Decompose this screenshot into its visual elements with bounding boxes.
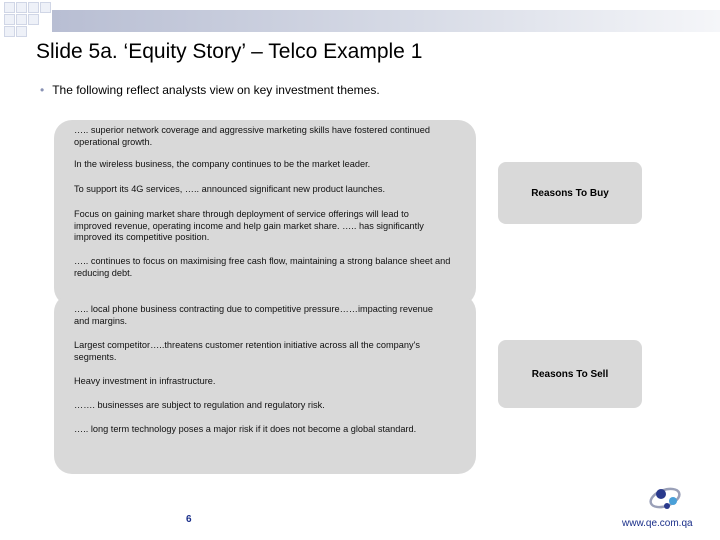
- sell-item: Largest competitor…..threatens customer retention initiative across all the company's segments.: [74, 340, 420, 362]
- sell-item: ….. long term technology poses a major risk if it does not become a global standard.: [74, 424, 417, 434]
- sell-item: Heavy investment in infrastructure.: [74, 376, 216, 386]
- sell-item: ……. businesses are subject to regulation and regulatory risk.: [74, 400, 325, 410]
- reasons-to-buy-label: Reasons To Buy: [498, 162, 642, 224]
- website-link[interactable]: www.qe.com.qa: [622, 518, 693, 529]
- sell-item: ….. local phone business contracting due to competitive pressure……impacting revenue and margins.: [74, 304, 434, 326]
- reasons-to-buy-panel: [54, 120, 476, 306]
- buy-item: ….. continues to focus on maximising free cash flow, maintaining a strong balance sheet and reducing debt.: [74, 256, 451, 278]
- header-gradient-bar: [52, 10, 720, 32]
- bullet-icon: •: [40, 83, 45, 97]
- buy-item: Focus on gaining market share through deployment of service offerings will lead to improved revenue, operating income and help gain market share. ….. has significantly improved its competitive position.: [74, 209, 424, 242]
- reasons-to-sell-panel: [54, 294, 476, 474]
- reasons-to-sell-label: Reasons To Sell: [498, 340, 642, 408]
- page-number: 6: [186, 514, 192, 525]
- intro-bullet: [40, 83, 380, 97]
- intro-text: The following reflect analysts view on key investment themes.: [52, 83, 380, 97]
- buy-item: ….. superior network coverage and aggressive marketing skills have fostered continued operational growth.: [74, 125, 430, 147]
- buy-item: In the wireless business, the company continues to be the market leader.: [74, 159, 371, 169]
- company-logo-icon: [645, 484, 689, 516]
- buy-item: To support its 4G services, ….. announced significant new product launches.: [74, 184, 386, 194]
- corner-grid-decoration: [0, 0, 60, 44]
- slide-title: Slide 5a. ‘Equity Story’ – Telco Example 1: [36, 40, 423, 63]
